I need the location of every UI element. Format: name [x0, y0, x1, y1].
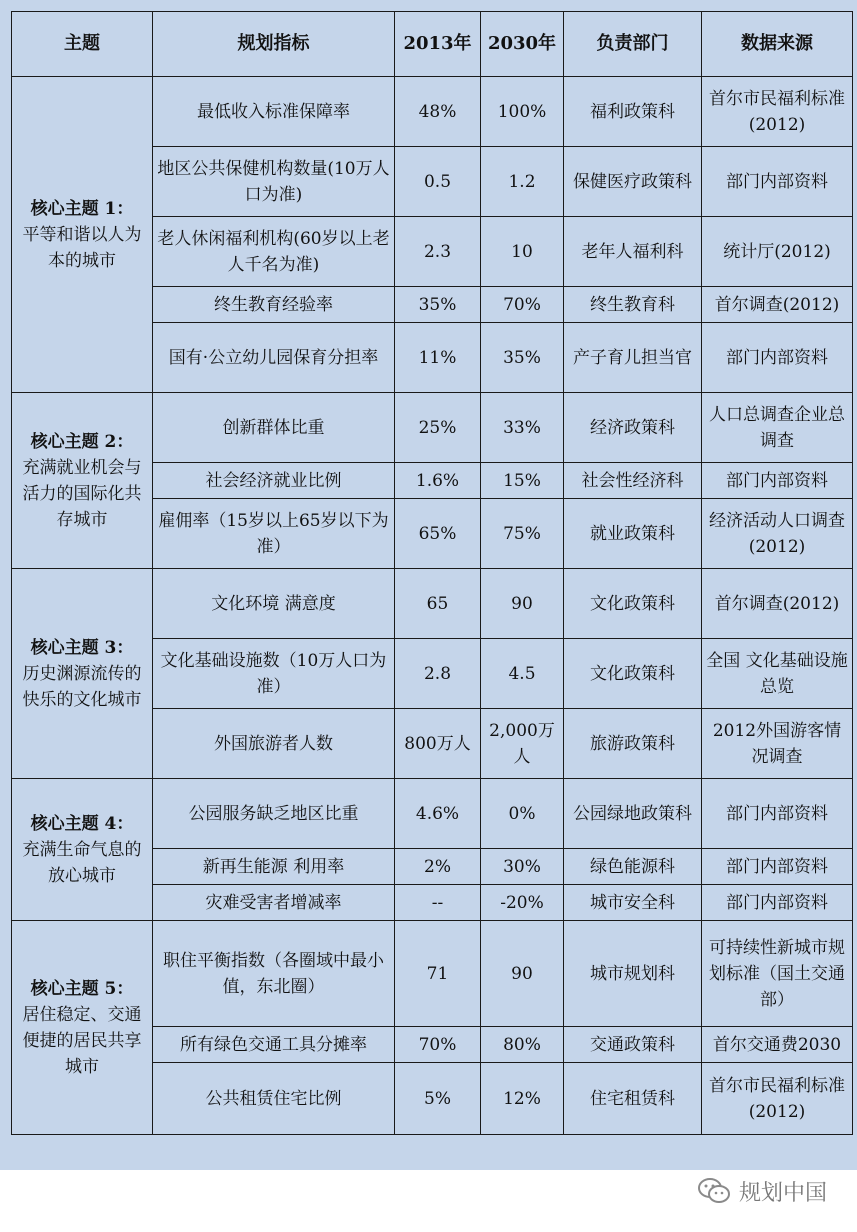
indicator-cell: 公共租赁住宅比例 [153, 1063, 395, 1135]
department-cell: 社会性经济科 [564, 463, 702, 499]
source-cell: 首尔市民福利标准(2012) [702, 77, 853, 147]
planning-indicator-table [11, 11, 853, 1135]
department-cell: 终生教育科 [564, 287, 702, 323]
table-body [12, 77, 853, 1135]
header-source: 数据来源 [702, 12, 853, 77]
value-2013-cell: 4.6% [395, 779, 481, 849]
department-cell: 文化政策科 [564, 569, 702, 639]
theme-name: 充满就业机会与活力的国际化共存城市 [22, 457, 142, 530]
department-cell: 旅游政策科 [564, 709, 702, 779]
source-cell: 首尔市民福利标准(2012) [702, 1063, 853, 1135]
value-2030-cell: 4.5 [481, 639, 564, 709]
footer-brand: 规划中国 [738, 1180, 827, 1206]
theme-cell-2 [12, 393, 153, 569]
value-2030-cell: 90 [481, 569, 564, 639]
table-row [12, 569, 853, 639]
value-2013-cell: 65 [395, 569, 481, 639]
indicator-cell: 最低收入标准保障率 [153, 77, 395, 147]
source-cell: 经济活动人口调查(2012) [702, 499, 853, 569]
source-cell: 可持续性新城市规划标准（国土交通部） [702, 921, 853, 1027]
theme-name: 居住稳定、交通便捷的居民共享城市 [22, 1004, 142, 1077]
source-cell: 部门内部资料 [702, 885, 853, 921]
value-2030-cell: 30% [481, 849, 564, 885]
value-2030-cell: 0% [481, 779, 564, 849]
value-2030-cell: 35% [481, 323, 564, 393]
indicator-cell: 终生教育经验率 [153, 287, 395, 323]
source-cell: 统计厅(2012) [702, 217, 853, 287]
indicator-cell: 老人休闲福利机构(60岁以上老人千名为准) [153, 217, 395, 287]
source-cell: 首尔调查(2012) [702, 287, 853, 323]
table-row [12, 921, 853, 1027]
value-2030-cell: 100% [481, 77, 564, 147]
indicator-cell: 灾难受害者增减率 [153, 885, 395, 921]
value-2013-cell: 2.8 [395, 639, 481, 709]
value-2030-cell: 70% [481, 287, 564, 323]
indicator-cell: 创新群体比重 [153, 393, 395, 463]
indicator-cell: 新再生能源 利用率 [153, 849, 395, 885]
table-header-row [12, 12, 853, 77]
table-row [12, 77, 853, 147]
theme-title: 核心主题 1： [30, 198, 134, 219]
header-2030: 2030年 [481, 12, 564, 77]
value-2030-cell: 2,000万人 [481, 709, 564, 779]
value-2013-cell: 1.6% [395, 463, 481, 499]
header-2013: 2013年 [395, 12, 481, 77]
value-2030-cell: 75% [481, 499, 564, 569]
table-row [12, 779, 853, 849]
value-2013-cell: 35% [395, 287, 481, 323]
value-2030-cell: 15% [481, 463, 564, 499]
source-cell: 首尔调查(2012) [702, 569, 853, 639]
source-cell: 部门内部资料 [702, 463, 853, 499]
source-cell: 部门内部资料 [702, 779, 853, 849]
source-cell: 全国 文化基础设施 总览 [702, 639, 853, 709]
indicator-cell: 雇佣率（15岁以上65岁以下为准） [153, 499, 395, 569]
department-cell: 绿色能源科 [564, 849, 702, 885]
value-2013-cell: 70% [395, 1027, 481, 1063]
source-cell: 2012外国游客情况调查 [702, 709, 853, 779]
indicator-cell: 文化基础设施数（10万人口为准） [153, 639, 395, 709]
value-2030-cell: 10 [481, 217, 564, 287]
department-cell: 老年人福利科 [564, 217, 702, 287]
department-cell: 城市安全科 [564, 885, 702, 921]
indicator-cell: 所有绿色交通工具分摊率 [153, 1027, 395, 1063]
department-cell: 就业政策科 [564, 499, 702, 569]
value-2013-cell: 71 [395, 921, 481, 1027]
theme-name: 历史渊源流传的快乐的文化城市 [22, 663, 142, 710]
indicator-cell: 文化环境 满意度 [153, 569, 395, 639]
value-2030-cell: 12% [481, 1063, 564, 1135]
department-cell: 福利政策科 [564, 77, 702, 147]
theme-cell-1 [12, 77, 153, 393]
department-cell: 保健医疗政策科 [564, 147, 702, 217]
value-2030-cell: 90 [481, 921, 564, 1027]
value-2013-cell: 65% [395, 499, 481, 569]
value-2013-cell: 800万人 [395, 709, 481, 779]
theme-cell-5 [12, 921, 153, 1135]
department-cell: 城市规划科 [564, 921, 702, 1027]
value-2013-cell: 0.5 [395, 147, 481, 217]
wechat-icon [697, 1177, 731, 1205]
value-2030-cell: 33% [481, 393, 564, 463]
theme-title: 核心主题 4： [30, 813, 134, 834]
footer-watermark [697, 1173, 827, 1209]
value-2030-cell: -20% [481, 885, 564, 921]
source-cell: 人口总调查企业总调查 [702, 393, 853, 463]
source-cell: 首尔交通费2030 [702, 1027, 853, 1063]
theme-cell-3 [12, 569, 153, 779]
source-cell: 部门内部资料 [702, 323, 853, 393]
value-2013-cell: 2% [395, 849, 481, 885]
department-cell: 产子育儿担当官 [564, 323, 702, 393]
header-theme: 主题 [12, 12, 153, 77]
indicator-cell: 职住平衡指数（各圈域中最小值，东北圈） [153, 921, 395, 1027]
indicator-cell: 外国旅游者人数 [153, 709, 395, 779]
value-2013-cell: -- [395, 885, 481, 921]
indicator-cell: 国有·公立幼儿园保育分担率 [153, 323, 395, 393]
value-2030-cell: 80% [481, 1027, 564, 1063]
indicator-cell: 地区公共保健机构数量(10万人口为准) [153, 147, 395, 217]
department-cell: 公园绿地政策科 [564, 779, 702, 849]
theme-cell-4 [12, 779, 153, 921]
value-2013-cell: 25% [395, 393, 481, 463]
department-cell: 交通政策科 [564, 1027, 702, 1063]
header-indicator: 规划指标 [153, 12, 395, 77]
table-row [12, 393, 853, 463]
department-cell: 住宅租赁科 [564, 1063, 702, 1135]
source-cell: 部门内部资料 [702, 849, 853, 885]
value-2013-cell: 5% [395, 1063, 481, 1135]
source-cell: 部门内部资料 [702, 147, 853, 217]
theme-name: 充满生命气息的放心城市 [22, 839, 142, 886]
value-2013-cell: 11% [395, 323, 481, 393]
department-cell: 文化政策科 [564, 639, 702, 709]
header-department: 负责部门 [564, 12, 702, 77]
theme-name: 平等和谐以人为本的城市 [22, 224, 142, 271]
department-cell: 经济政策科 [564, 393, 702, 463]
indicator-cell: 公园服务缺乏地区比重 [153, 779, 395, 849]
theme-title: 核心主题 3： [30, 637, 134, 658]
value-2030-cell: 1.2 [481, 147, 564, 217]
value-2013-cell: 48% [395, 77, 481, 147]
theme-title: 核心主题 5： [30, 978, 134, 999]
indicator-cell: 社会经济就业比例 [153, 463, 395, 499]
value-2013-cell: 2.3 [395, 217, 481, 287]
theme-title: 核心主题 2： [30, 431, 134, 452]
